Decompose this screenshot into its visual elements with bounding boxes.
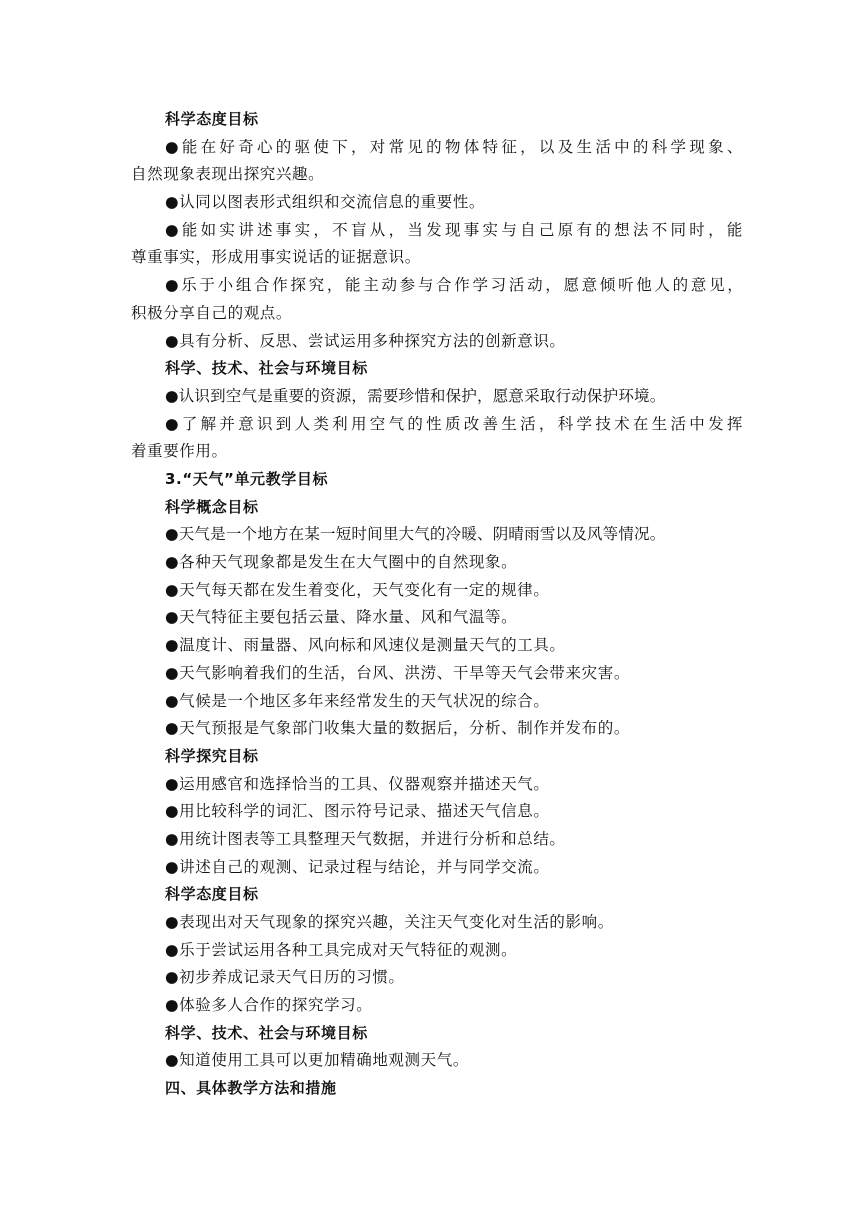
text-line: ●具有分析、反思、尝试运用多种探究方法的创新意识。 — [165, 331, 566, 350]
section-heading: 科学态度目标 — [165, 110, 259, 128]
text-line: ●乐于小组合作探究，能主动参与合作学习活动，愿意倾听他人的意见， — [165, 276, 743, 295]
text-line: ●认同以图表形式组织和交流信息的重要性。 — [165, 193, 486, 212]
section-heading: 科学态度目标 — [165, 885, 259, 904]
text-line: ●乐于尝试运用各种工具完成对天气特征的观测。 — [165, 940, 518, 959]
section-heading: 科学、技术、社会与环境目标 — [165, 1023, 368, 1042]
text-line: ●天气预报是气象部门收集大量的数据后，分析、制作并发布的。 — [165, 719, 630, 738]
text-line: ●了解并意识到人类利用空气的性质改善生活，科学技术在生活中发挥 — [165, 414, 743, 433]
text-line: ●用统计图表等工具整理天气数据，并进行分析和总结。 — [165, 829, 566, 848]
text-line: 尊重事实，形成用事实说话的证据意识。 — [131, 248, 421, 267]
section-heading: 3.“天气”单元教学目标 — [165, 470, 329, 488]
text-line: ●能在好奇心的驱使下，对常见的物体特征，以及生活中的科学现象、 — [165, 137, 743, 156]
text-line: ●气候是一个地区多年来经常发生的天气状况的综合。 — [165, 691, 550, 710]
text-line: ●天气是一个地方在某一短时间里大气的冷暖、阴晴雨雪以及风等情况。 — [165, 525, 666, 544]
text-line: ●表现出对天气现象的探究兴趣，关注天气变化对生活的影响。 — [165, 913, 614, 931]
text-line: ●各种天气现象都是发生在大气圈中的自然现象。 — [165, 553, 518, 572]
text-line: ●天气每天都在发生着变化，天气变化有一定的规律。 — [165, 580, 550, 599]
text-line: ●认识到空气是重要的资源，需要珍惜和保护，愿意采取行动保护环境。 — [165, 386, 666, 405]
section-heading: 科学、技术、社会与环境目标 — [165, 359, 368, 378]
text-line: ●体验多人合作的探究学习。 — [165, 996, 373, 1015]
section-heading: 科学探究目标 — [165, 746, 259, 765]
text-line: ●能如实讲述事实，不盲从，当发现事实与自己原有的想法不同时，能 — [165, 220, 743, 239]
text-line: ●天气影响着我们的生活，台风、洪涝、干旱等天气会带来灾害。 — [165, 663, 630, 682]
text-line: ●讲述自己的观测、记录过程与结论，并与同学交流。 — [165, 857, 550, 876]
text-line: 自然现象表现出探究兴趣。 — [131, 165, 325, 184]
text-line: ●知道使用工具可以更加精确地观测天气。 — [165, 1051, 469, 1070]
text-line: ●初步养成记录天气日历的习惯。 — [165, 968, 405, 987]
text-line: ●运用感官和选择恰当的工具、仪器观察并描述天气。 — [165, 774, 550, 793]
text-line: 积极分享自己的观点。 — [131, 303, 293, 322]
document-body — [131, 106, 743, 1103]
text-line: ●用比较科学的词汇、图示符号记录、描述天气信息。 — [165, 802, 550, 821]
text-line: ●温度计、雨量器、风向标和风速仪是测量天气的工具。 — [165, 636, 566, 655]
text-line: ●天气特征主要包括云量、降水量、风和气温等。 — [165, 608, 518, 627]
section-heading: 四、具体教学方法和措施 — [165, 1079, 337, 1098]
text-line: 着重要作用。 — [131, 442, 228, 461]
section-heading: 科学概念目标 — [165, 497, 259, 516]
